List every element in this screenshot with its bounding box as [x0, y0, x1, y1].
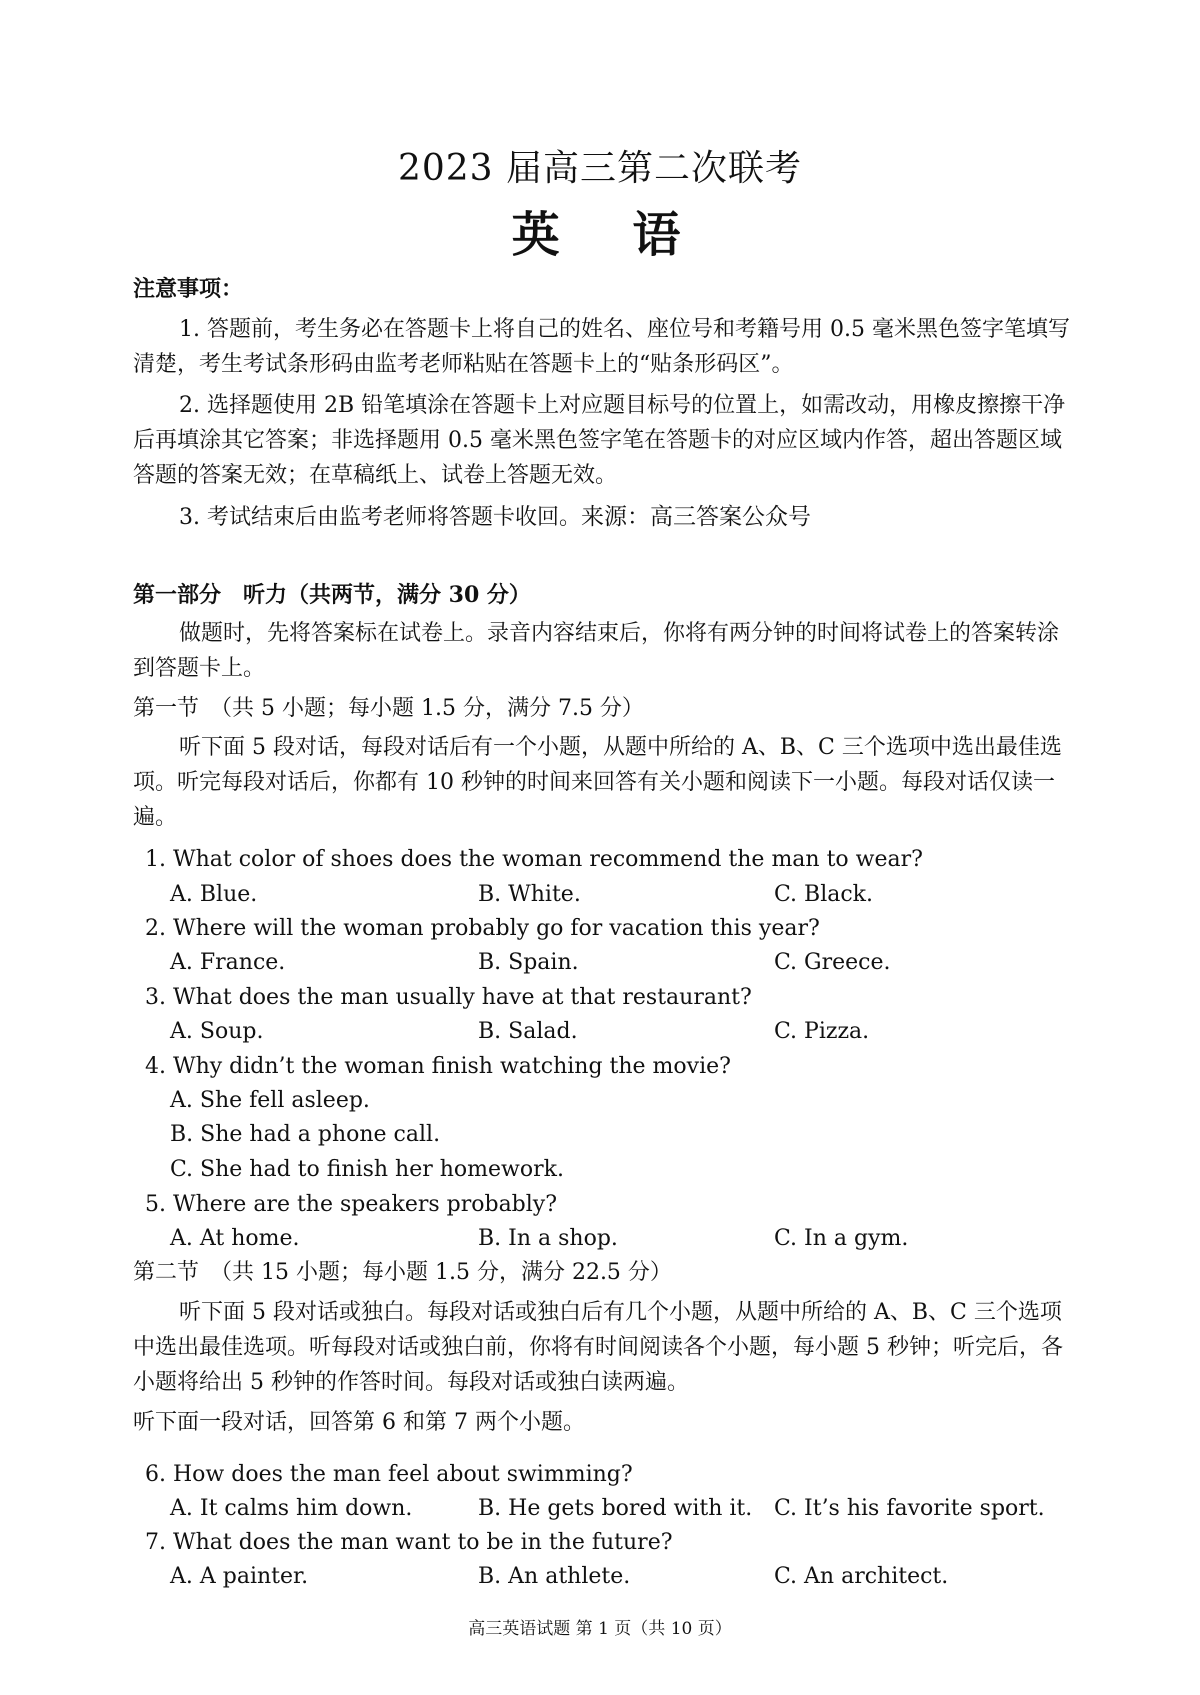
section1-heading: 第一节 （共 5 小题；每小题 1.5 分，满分 7.5 分）	[133, 696, 644, 721]
question-6-option-b: B. He gets bored with it.	[478, 1496, 753, 1521]
question-2-option-b: B. Spain.	[478, 950, 579, 975]
question-5-option-c: C. In a gym.	[774, 1226, 909, 1251]
question-1: 1. What color of shoes does the woman recommend the man to wear?	[145, 847, 923, 872]
section1-intro: 听下面 5 段对话，每段对话后有一个小题，从题中所给的 A、B、C 三个选项中选出最佳选项。听完每段对话后，你都有 10 秒钟的时间来回答有关小题和阅读下一小题。每段对话仅读一遍。	[133, 735, 1062, 830]
section2-heading: 第二节 （共 15 小题；每小题 1.5 分，满分 22.5 分）	[133, 1260, 672, 1285]
notes-heading: 注意事项：	[133, 276, 244, 302]
question-4-option-b: B. She had a phone call.	[170, 1122, 441, 1147]
question-1-option-a: A. Blue.	[170, 882, 258, 907]
note-item-1: 1. 答题前，考生务必在答题卡上将自己的姓名、座位号和考籍号用 0.5 毫米黑色签字笔填写清楚，考生考试条形码由监考老师粘贴在答题卡上的“贴条形码区”。	[133, 317, 1070, 377]
question-6: 6. How does the man feel about swimming?	[145, 1462, 633, 1487]
section2-intro: 听下面 5 段对话或独白。每段对话或独白后有几个小题，从题中所给的 A、B、C 三个选项中选出最佳选项。听每段对话或独白前，你将有时间阅读各个小题，每小题 5 秒钟；听完后，各小题将给出 5 秒钟的作答时间。每段对话或独白读两遍。	[133, 1300, 1063, 1395]
question-3-option-c: C. Pizza.	[774, 1019, 870, 1044]
question-1-option-b: B. White.	[478, 882, 581, 907]
question-3-option-b: B. Salad.	[478, 1019, 578, 1044]
question-6-option-c: C. It’s his favorite sport.	[774, 1496, 1045, 1521]
question-5-option-b: B. In a shop.	[478, 1226, 618, 1251]
source-note: 来源：高三答案公众号	[581, 504, 811, 530]
question-5: 5. Where are the speakers probably?	[145, 1192, 558, 1217]
question-2-option-c: C. Greece.	[774, 950, 891, 975]
question-5-option-a: A. At home.	[170, 1226, 300, 1251]
question-4-option-a: A. She fell asleep.	[170, 1088, 370, 1113]
note-item-3-line	[133, 500, 1073, 535]
question-7-option-c: C. An architect.	[774, 1564, 949, 1589]
question-6-option-a: A. It calms him down.	[170, 1496, 413, 1521]
question-7-option-a: A. A painter.	[170, 1564, 309, 1589]
question-3-option-a: A. Soup.	[170, 1019, 264, 1044]
question-7-option-b: B. An athlete.	[478, 1564, 631, 1589]
note-item-2: 2. 选择题使用 2B 铅笔填涂在答题卡上对应题目标号的位置上，如需改动，用橡皮擦擦干净后再填涂其它答案；非选择题用 0.5 毫米黑色签字笔在答题卡的对应区域内作答，超出答题区域答题的答案无效；在草稿纸上、试卷上答题无效。	[133, 393, 1066, 488]
question-2-option-a: A. France.	[170, 950, 286, 975]
page-footer: 高三英语试题 第 1 页（共 10 页）	[468, 1619, 732, 1639]
question-1-option-c: C. Black.	[774, 882, 873, 907]
part1-intro: 做题时，先将答案标在试卷上。录音内容结束后，你将有两分钟的时间将试卷上的答案转涂到答题卡上。	[133, 621, 1060, 681]
question-4: 4. Why didn’t the woman finish watching the movie?	[145, 1054, 731, 1079]
exam-title: 2023 届高三第二次联考	[397, 148, 803, 189]
question-4-option-c: C. She had to finish her homework.	[170, 1157, 564, 1182]
question-2: 2. Where will the woman probably go for vacation this year?	[145, 916, 820, 941]
note-item-3: 3. 考试结束后由监考老师将答题卡收回。	[179, 505, 581, 530]
part1-heading: 第一部分 听力（共两节，满分 30 分）	[133, 582, 531, 608]
subject-title: 英 语	[511, 207, 709, 263]
question-7: 7. What does the man want to be in the future?	[145, 1530, 673, 1555]
question-3: 3. What does the man usually have at that restaurant?	[145, 985, 752, 1010]
section2-instruction: 听下面一段对话，回答第 6 和第 7 两个小题。	[133, 1410, 585, 1435]
